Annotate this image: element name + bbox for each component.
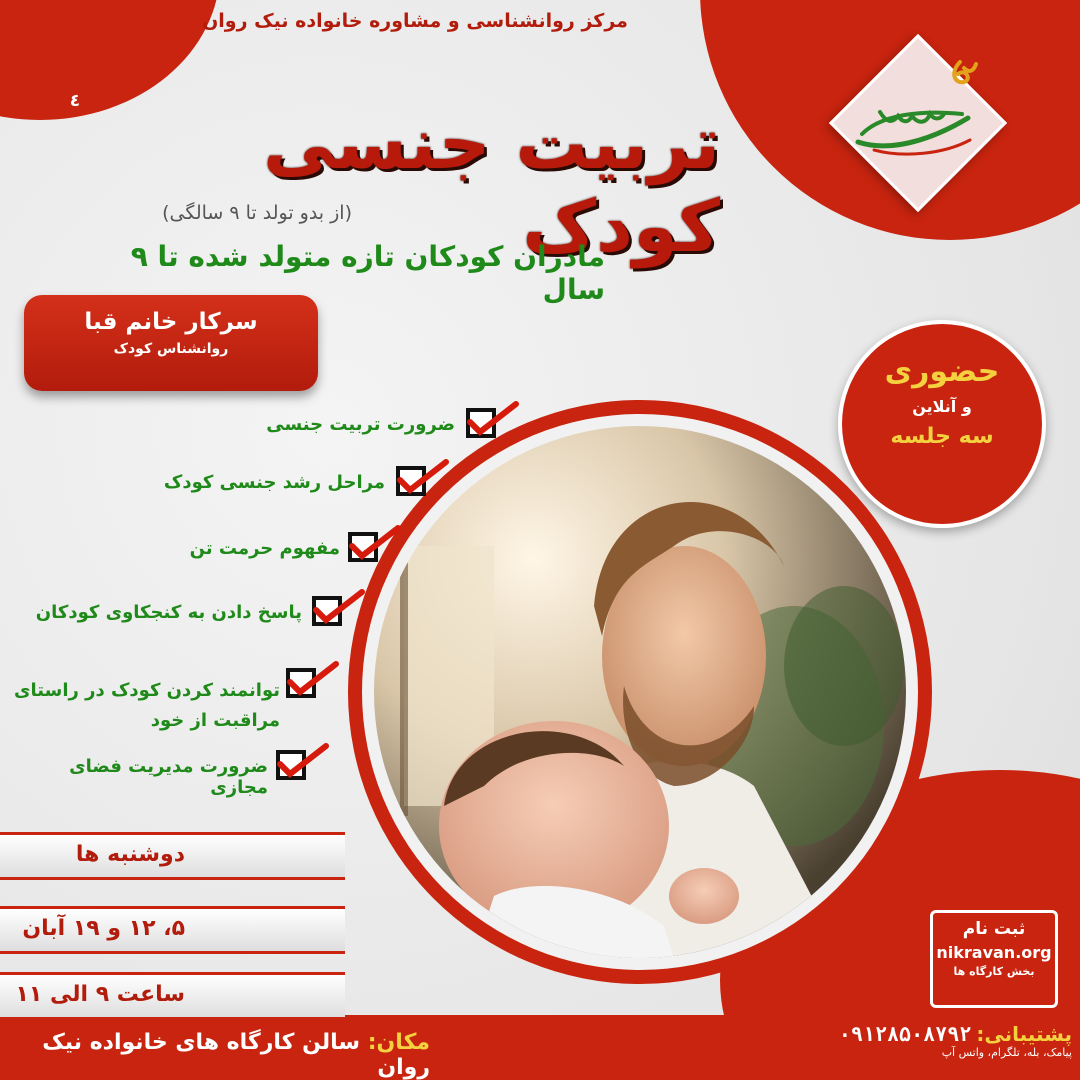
support-info [820, 1022, 1072, 1059]
topic-item: ضرورت تربیت جنسی [266, 414, 455, 435]
topic-item: پاسخ دادن به کنجکاوی کودکان [35, 602, 302, 623]
schedule-dates: ۵، ۱۲ و ۱۹ آبان [22, 916, 185, 941]
workshop-title: تربیت جنسی کودک [263, 101, 720, 268]
presenter-name: سرکار خانم قبا [84, 309, 258, 335]
check-icon [282, 660, 340, 700]
registration-url[interactable]: nikravan.org [936, 943, 1052, 962]
in-person-label: حضوری [884, 354, 1000, 389]
check-icon [392, 458, 450, 498]
location-label: مکان: [367, 1030, 430, 1055]
registration-title: ثبت نام [962, 919, 1026, 939]
location [20, 1030, 430, 1080]
support-channels: پیامک، بله، تلگرام، واتس آپ [941, 1046, 1072, 1059]
location-value: سالن کارگاه های خانواده نیک روان [42, 1030, 430, 1080]
check-icon [272, 742, 330, 782]
attendance-mode-badge [838, 320, 1046, 528]
presenter-role: روانشناس کودک [113, 341, 229, 357]
topic-item: توانمند کردن کودک در راستای مراقبت از خود [14, 680, 280, 731]
logo-icon [840, 42, 990, 192]
topic-item: مراحل رشد جنسی کودک [163, 472, 385, 493]
topic-item: مفهوم حرمت تن [189, 538, 340, 559]
father-baby-photo [374, 426, 906, 958]
support-label: پشتیبانی: [976, 1022, 1072, 1046]
age-range-subtitle: (از بدو تولد تا ۹ سالگی) [162, 202, 352, 224]
check-icon [344, 524, 402, 564]
registration-box[interactable] [930, 910, 1058, 1008]
schedule-time: ساعت ۹ الی ۱۱ [15, 982, 185, 1007]
check-icon [308, 588, 366, 628]
schedule-day: دوشنبه ها [75, 842, 185, 867]
center-name: مرکز روانشناسی و مشاوره خانواده نیک روان [202, 10, 628, 32]
check-icon [462, 400, 520, 440]
target-audience: مادران کودکان تازه متولد شده تا ۹ سال [130, 240, 605, 306]
workshop-number-badge: ٤ [60, 86, 90, 116]
online-label: و آنلاین [912, 397, 972, 416]
sessions-label: سه جلسه [890, 424, 994, 449]
support-phone[interactable]: ۰۹۱۲۸۵۰۸۷۹۲ [838, 1022, 972, 1046]
topic-item: ضرورت مدیریت فضای مجازی [69, 756, 268, 798]
registration-section: بخش کارگاه ها [953, 965, 1035, 978]
presenter-card [24, 295, 318, 391]
